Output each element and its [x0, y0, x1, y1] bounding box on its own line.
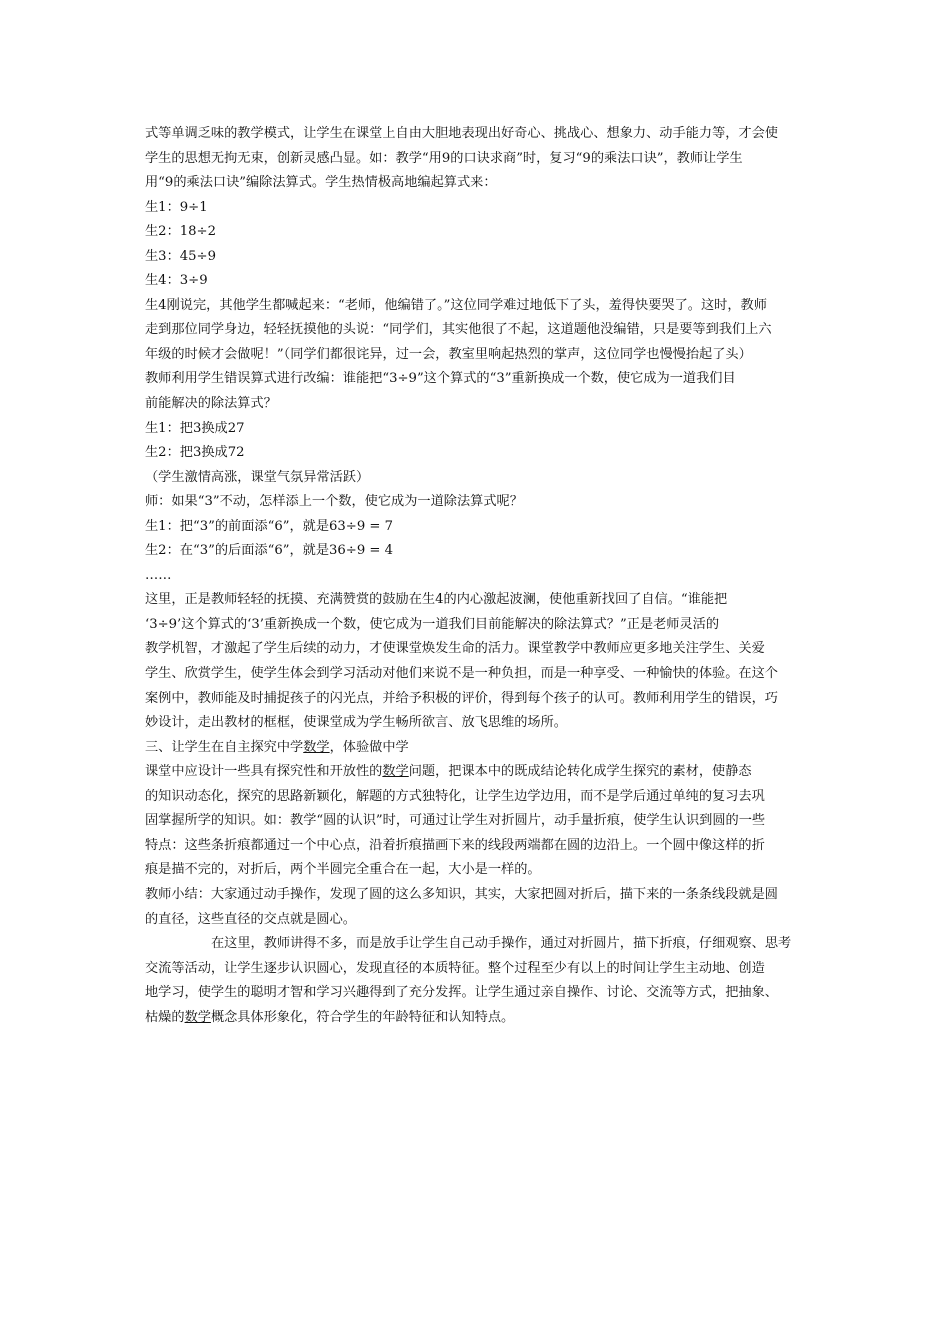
- text-segment: 课堂中应设计一些具有探究性和开放性的: [145, 764, 383, 780]
- text-line: 生2：把3换成72: [145, 445, 245, 461]
- text-line: 教师小结：大家通过动手操作，发现了圆的这么多知识，其实，大家把圆对折后，描下来的一条条线段就是圆: [145, 886, 778, 902]
- text-line: 走到那位同学身边，轻轻抚摸他的头说：“同学们，其实他很了不起，这道题他没编错，只是要等到我们上六: [145, 322, 772, 338]
- text-line: 教学机智，才激起了学生后续的动力，才使课堂焕发生命的活力。课堂教学中教师应更多地关注学生、关爱: [145, 641, 765, 657]
- text-line: 的直径，这些直径的交点就是圆心。: [145, 911, 356, 927]
- text-line: 的知识动态化，探究的思路新颖化，解题的方式独特化，让学生边学边用，而不是学后通过单纯的复习去巩: [145, 788, 765, 804]
- text-line: 特点：这些条折痕都通过一个中心点，沿着折痕描画下来的线段两端都在圆的边沿上。一个圆中像这样的折: [145, 837, 765, 853]
- text-line: 前能解决的除法算式？: [145, 396, 277, 412]
- text-segment: 枯燥的: [145, 1009, 185, 1025]
- text-line: 师：如果“3”不动，怎样添上一个数，使它成为一道除法算式呢？: [145, 494, 523, 510]
- text-line: 地学习，使学生的聪明才智和学习兴趣得到了充分发挥。让学生通过亲自操作、讨论、交流等方式，把抽象、: [145, 985, 778, 1001]
- text-line: 案例中，教师能及时捕捉孩子的闪光点，并给予积极的评价，得到每个孩子的认可。教师利用学生的错误，巧: [145, 690, 778, 706]
- text-line: [145, 760, 805, 785]
- math-link[interactable]: 数学: [382, 764, 409, 780]
- text-line: 这里，正是教师轻轻的抚摸、充满赞赏的鼓励在生4的内心激起波澜，使他重新找回了自信。“谁能把: [145, 592, 728, 608]
- math-link[interactable]: 数学: [303, 739, 330, 755]
- heading-text: ，体验做中学: [329, 739, 409, 755]
- text-line: 生1：把3换成27: [145, 420, 245, 436]
- text-line: 教师利用学生错误算式进行改编：谁能把“3÷9”这个算式的“3”重新换成一个数，使它成为一道我们目: [145, 371, 736, 387]
- text-line: 生4刚说完，其他学生都喊起来：“老师，他编错了。”这位同学难过地低下了头，羞得快要哭了。这时，教师: [145, 297, 767, 313]
- text-line: 交流等活动，让学生逐步认识圆心，发现直径的本质特征。整个过程至少有以上的时间让学生主动地、创造: [145, 960, 765, 976]
- heading-text: 三、让学生在自主探究中学: [145, 739, 304, 755]
- text-segment: 概念具体形象化，符合学生的年龄特征和认知特点。: [210, 1009, 515, 1025]
- text-line: 生2：在“3”的后面添“6”，就是36÷9 = 4: [145, 543, 394, 559]
- text-line: 痕是描不完的，对折后，两个半圆完全重合在一起，大小是一样的。: [145, 862, 541, 878]
- text-line: [145, 1006, 805, 1031]
- text-line: 年级的时候才会做呢！”（同学们都很诧异，过一会，教室里响起热烈的掌声，这位同学也慢慢抬起了头）: [145, 346, 752, 362]
- text-line: 学生、欣赏学生，使学生体会到学习活动对他们来说不是一种负担，而是一种享受、一种愉快的体验。在这个: [145, 666, 778, 682]
- text-line: ……: [145, 567, 172, 583]
- text-segment: 问题，把课本中的既成结论转化成学生探究的素材，使静态: [408, 764, 752, 780]
- text-line: 生4：3÷9: [145, 273, 208, 289]
- text-line: 生3：45÷9: [145, 248, 216, 264]
- text-line: 用“9的乘法口诀”编除法算式。学生热情极高地编起算式来：: [145, 175, 497, 191]
- text-line: 生1：把“3”的前面添“6”，就是63÷9 = 7: [145, 518, 394, 534]
- document-body: [145, 122, 805, 1030]
- math-link[interactable]: 数学: [184, 1009, 211, 1025]
- text-line: 生2：18÷2: [145, 224, 216, 240]
- text-line: 学生的思想无拘无束，创新灵感凸显。如：教学“用9的口诀求商”时，复习“9的乘法口诀”，教师让学生: [145, 150, 743, 166]
- section-heading: [145, 736, 805, 761]
- text-line: 生1：9÷1: [145, 199, 208, 215]
- text-line: 固掌握所学的知识。如：教学“圆的认识”时，可通过让学生对折圆片，动手量折痕，使学生认识到圆的一些: [145, 813, 766, 829]
- text-line: （学生激情高涨，课堂气氛异常活跃）: [145, 469, 370, 485]
- text-line: 式等单调乏味的教学模式，让学生在课堂上自由大胆地表现出好奇心、挑战心、想象力、动手能力等，才会使: [145, 126, 778, 141]
- text-line: 妙设计，走出教材的框框，使课堂成为学生畅所欲言、放飞思维的场所。: [145, 715, 567, 731]
- text-line: ‘3÷9’这个算式的‘3’重新换成一个数，使它成为一道我们目前能解决的除法算式？”正是老师灵活的: [145, 616, 720, 632]
- text-line: 在这里，教师讲得不多，而是放手让学生自己动手操作，通过对折圆片，描下折痕，仔细观察、思考: [211, 936, 792, 952]
